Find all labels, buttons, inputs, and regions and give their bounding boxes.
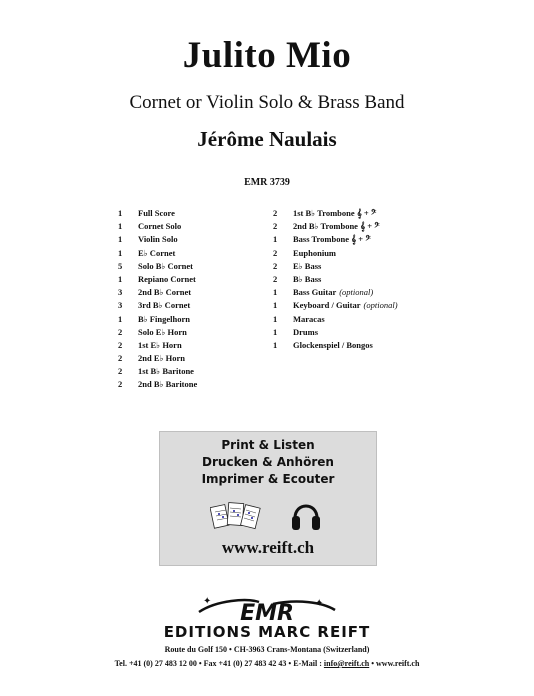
email-label: E-Mail : <box>293 659 322 668</box>
part-name: B♭ Bass <box>293 273 322 284</box>
part-row <box>118 273 278 286</box>
part-row <box>273 273 493 286</box>
parts-list-right <box>273 207 493 352</box>
part-name: 2nd B♭ Baritone <box>138 379 198 390</box>
part-row <box>118 339 278 352</box>
part-name: E♭ Cornet <box>138 247 176 258</box>
headphones-icon <box>291 496 321 534</box>
web-link[interactable]: www.reift.ch <box>376 659 420 668</box>
parts-list-left <box>118 207 278 392</box>
phone: Tel. +41 (0) 27 483 12 00 <box>114 659 197 668</box>
part-name: Bass Trombone 𝄞 + 𝄢 <box>293 234 371 245</box>
svg-text:✦: ✦ <box>315 598 324 609</box>
part-quantity: 3 <box>118 287 123 298</box>
part-quantity: 2 <box>273 260 278 271</box>
part-quantity: 1 <box>118 208 123 218</box>
part-optional-note: (optional) <box>339 287 374 298</box>
part-row <box>273 286 493 299</box>
part-name: Repiano Cornet <box>138 273 196 284</box>
part-row <box>118 260 278 273</box>
part-quantity: 2 <box>273 208 278 218</box>
svg-text:✦: ✦ <box>203 596 212 607</box>
part-name: Solo E♭ Horn <box>138 326 187 337</box>
part-row <box>118 207 278 220</box>
part-optional-note: (optional) <box>363 300 398 311</box>
part-name: Keyboard / Guitar <box>293 300 361 311</box>
part-quantity: 3 <box>118 300 123 311</box>
part-row <box>273 220 493 233</box>
part-name: Glockenspiel / Bongos <box>293 339 373 350</box>
part-quantity: 1 <box>273 326 278 337</box>
part-row <box>273 207 493 220</box>
subtitle: Cornet or Violin Solo & Brass Band <box>129 92 405 113</box>
logo-text: EMR <box>240 601 294 624</box>
part-name: Violin Solo <box>138 234 178 245</box>
part-name: 1st B♭ Baritone <box>138 366 194 377</box>
part-name: 1st B♭ Trombone 𝄞 + 𝄢 <box>293 208 377 218</box>
part-quantity: 1 <box>273 234 278 245</box>
part-row <box>273 233 493 246</box>
publisher-name: EDITIONS MARC REIFT <box>163 623 371 641</box>
part-name: Drums <box>293 326 319 337</box>
part-row <box>118 352 278 365</box>
part-row <box>118 286 278 299</box>
part-quantity: 1 <box>118 234 123 245</box>
part-name: Bass Guitar <box>293 287 337 298</box>
part-row <box>273 339 493 352</box>
part-quantity: 1 <box>118 247 123 258</box>
part-quantity: 1 <box>273 287 278 298</box>
part-quantity: 1 <box>273 339 278 350</box>
part-name: Euphonium <box>293 247 336 258</box>
email-link[interactable]: info@reift.ch <box>323 659 370 668</box>
title: Julito Mio <box>182 35 352 76</box>
part-row <box>273 260 493 273</box>
publisher-address: Route du Golf 150 • CH-3963 Crans-Montana (Switzerland) <box>164 645 370 654</box>
part-name: Maracas <box>293 313 325 324</box>
part-quantity: 2 <box>118 366 123 377</box>
part-quantity: 2 <box>118 353 123 364</box>
composer: Jérôme Naulais <box>197 127 337 151</box>
part-row <box>273 326 493 339</box>
part-quantity: 5 <box>118 260 123 271</box>
part-row <box>118 365 278 378</box>
part-quantity: 2 <box>118 326 123 337</box>
promo-line-1: Print & Listen <box>221 438 315 452</box>
part-row <box>118 299 278 312</box>
part-quantity: 1 <box>118 313 123 324</box>
part-name: B♭ Fingelhorn <box>138 313 190 324</box>
part-quantity: 1 <box>118 221 123 232</box>
part-row <box>118 220 278 233</box>
promo-line-3: Imprimer & Ecouter <box>201 472 335 486</box>
sheet-music-icon <box>210 500 262 534</box>
part-name: 2nd E♭ Horn <box>138 353 185 364</box>
part-row <box>118 326 278 339</box>
part-name: 2nd B♭ Cornet <box>138 287 192 298</box>
part-quantity: 2 <box>273 221 278 232</box>
part-row <box>273 313 493 326</box>
part-quantity: 2 <box>118 339 123 350</box>
contact-line: Tel. +41 (0) 27 483 12 00 • Fax +41 (0) 27 483 42 43 • E-Mail : info@reift.ch • www.reift.ch <box>114 659 420 668</box>
part-row <box>273 299 493 312</box>
part-quantity: 1 <box>273 313 278 324</box>
part-row <box>118 233 278 246</box>
part-name: Solo B♭ Cornet <box>138 260 194 271</box>
catalog-number: EMR 3739 <box>244 177 290 188</box>
part-row <box>273 247 493 260</box>
part-name: E♭ Bass <box>293 260 322 271</box>
part-quantity: 1 <box>118 273 123 284</box>
part-quantity: 1 <box>273 300 278 311</box>
emr-logo <box>187 596 347 624</box>
part-quantity: 2 <box>118 379 123 390</box>
promo-url[interactable]: www.reift.ch <box>221 538 315 557</box>
print-listen-banner[interactable] <box>159 431 377 566</box>
part-name: 1st E♭ Horn <box>138 339 182 350</box>
part-row <box>118 247 278 260</box>
part-row <box>118 313 278 326</box>
part-row <box>118 378 278 391</box>
part-name: Full Score <box>138 208 175 218</box>
part-quantity: 2 <box>273 247 278 258</box>
promo-line-2: Drucken & Anhören <box>202 455 334 469</box>
part-name: Cornet Solo <box>138 221 182 232</box>
part-name: 3rd B♭ Cornet <box>138 300 191 311</box>
part-quantity: 2 <box>273 273 278 284</box>
part-name: 2nd B♭ Trombone 𝄞 + 𝄢 <box>293 221 380 232</box>
fax: Fax +41 (0) 27 483 42 43 <box>203 659 287 668</box>
